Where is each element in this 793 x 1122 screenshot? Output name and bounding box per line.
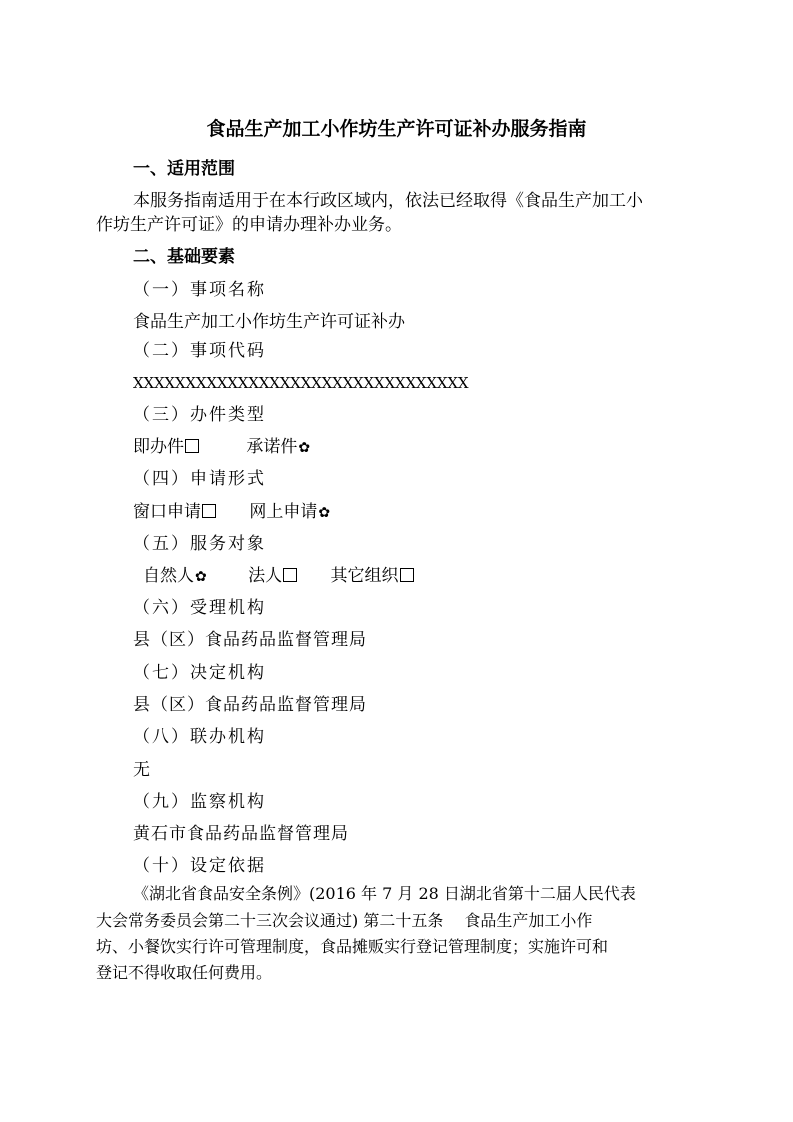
label-handle-type: （三）办件类型 [133, 405, 266, 425]
label-supervise-org: （九）监察机构 [133, 792, 266, 812]
scope-text-line-1: 本服务指南适用于在本行政区域内，依法已经取得《食品生产加工小 [133, 191, 643, 211]
basis-text-line-2: 大会常务委员会第二十三次会议通过) 第二十五条 食品生产加工小作 [96, 911, 593, 930]
value-accept-org: 县（区）食品药品监督管理局 [133, 630, 367, 650]
label-basis: （十）设定依据 [133, 856, 266, 876]
checkbox-unchecked-icon[interactable] [400, 568, 414, 582]
option-promise[interactable]: 承诺件✿ [246, 437, 311, 457]
value-item-name: 食品生产加工小作坊生产许可证补办 [133, 312, 405, 332]
value-item-code: XXXXXXXXXXXXXXXXXXXXXXXXXXXXXXXX [133, 374, 469, 392]
option-other-org[interactable]: 其它组织 [331, 565, 414, 587]
basis-text-line-1: 《湖北省食品安全条例》(2016 年 7 月 28 日湖北省第十二届人民代表 [133, 884, 636, 903]
value-joint-org: 无 [133, 760, 150, 780]
value-supervise-org: 黄石市食品药品监督管理局 [133, 824, 349, 844]
option-natural-person[interactable]: 自然人✿ [143, 566, 207, 586]
section-heading-scope: 一、适用范围 [133, 159, 235, 179]
basis-text-line-3: 坊、小餐饮实行许可管理制度，食品摊贩实行登记管理制度；实施许可和 [96, 937, 609, 956]
checkbox-unchecked-icon[interactable] [283, 568, 297, 582]
checkbox-unchecked-icon[interactable] [202, 504, 216, 518]
option-instant[interactable]: 即办件 [133, 436, 199, 458]
value-decide-org: 县（区）食品药品监督管理局 [133, 695, 367, 715]
label-service-target: （五）服务对象 [133, 534, 266, 554]
option-online[interactable]: 网上申请✿ [249, 502, 331, 522]
handle-type-options [133, 436, 310, 459]
checked-flower-icon[interactable]: ✿ [195, 569, 207, 585]
basis-text-line-4: 登记不得收取任何费用。 [96, 963, 273, 982]
apply-form-options [133, 501, 330, 524]
label-decide-org: （七）决定机构 [133, 663, 266, 683]
label-item-name: （一）事项名称 [133, 280, 266, 300]
checked-flower-icon[interactable]: ✿ [318, 505, 331, 521]
document-title: 食品生产加工小作坊生产许可证补办服务指南 [206, 118, 587, 140]
label-apply-form: （四）申请形式 [133, 469, 266, 489]
checkbox-unchecked-icon[interactable] [185, 439, 199, 453]
service-target-options [143, 565, 414, 588]
label-joint-org: （八）联办机构 [133, 727, 266, 747]
label-accept-org: （六）受理机构 [133, 598, 266, 618]
checked-flower-icon[interactable]: ✿ [298, 440, 311, 456]
option-window[interactable]: 窗口申请 [133, 501, 216, 523]
option-legal-person[interactable]: 法人 [248, 565, 297, 587]
label-item-code: （二）事项代码 [133, 341, 266, 361]
scope-text-line-2: 作坊生产许可证》的申请办理补办业务。 [96, 215, 402, 235]
section-heading-basics: 二、基础要素 [133, 247, 235, 267]
